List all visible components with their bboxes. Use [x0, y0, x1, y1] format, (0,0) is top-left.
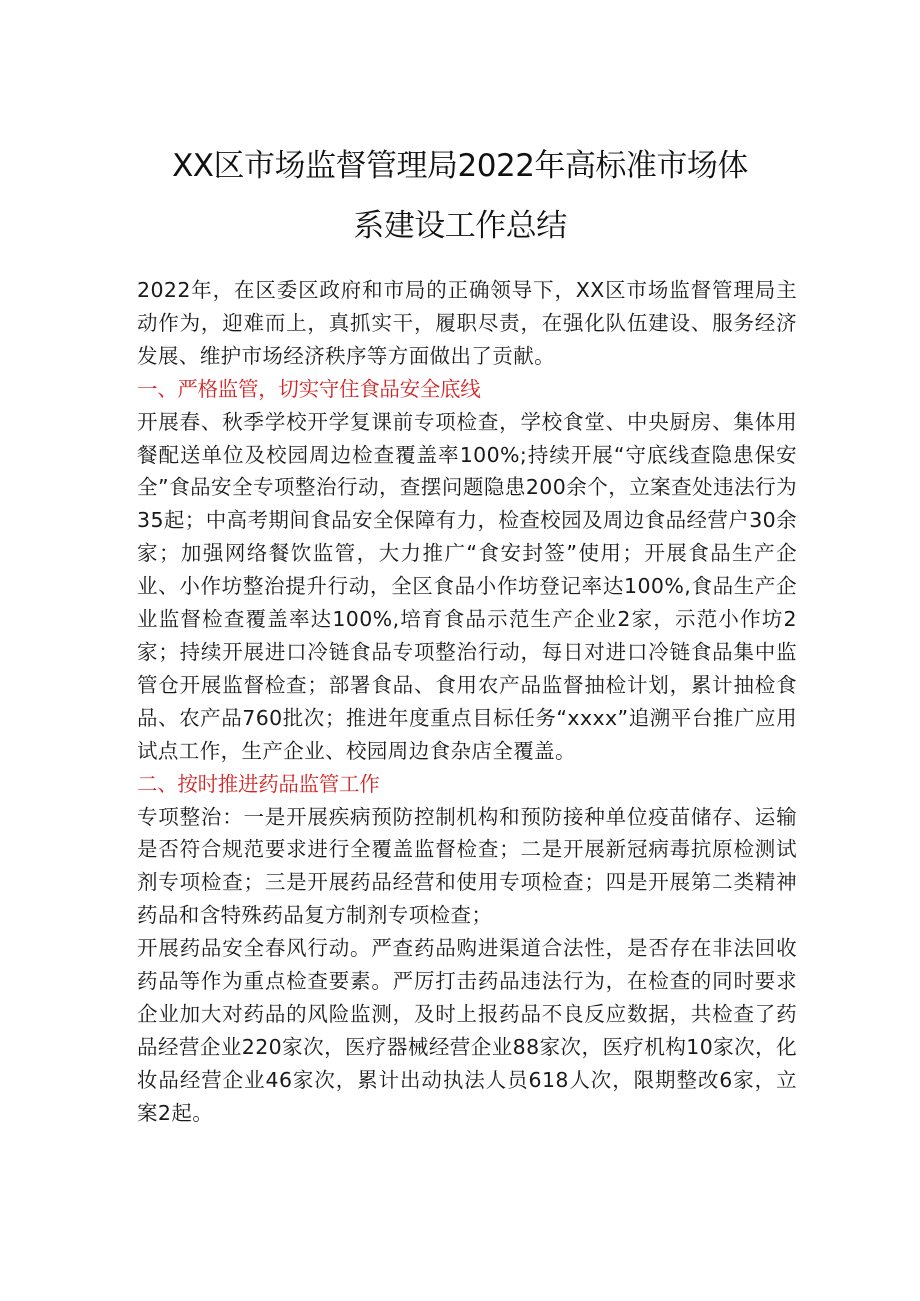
- section-paragraph: 开展药品安全春风行动。严查药品购进渠道合法性，是否存在非法回收药品等作为重点检查要素。严厉打击药品违法行为，在检查的同时要求企业加大对药品的风险监测，及时上报药品不良反应数据，共检查了药品经营企业220家次，医疗器械经营企业88家次，医疗机构10家次，化妆品经营企业46家次，累计出动执法人员618人次，限期整改6家，立案2起。: [137, 936, 797, 1125]
- section-drug-supervision: [137, 768, 797, 1130]
- document-body: [137, 274, 797, 1130]
- section-heading: 二、按时推进药品监管工作: [137, 771, 380, 796]
- intro-paragraph: 2022年，在区委区政府和市局的正确领导下，XX区市场监督管理局主动作为，迎难而上，真抓实干，履职尽责，在强化队伍建设、服务经济发展、维护市场经济秩序等方面做出了贡献。: [137, 278, 797, 368]
- section-paragraph: 开展春、秋季学校开学复课前专项检查，学校食堂、中央厨房、集体用餐配送单位及校园周边检查覆盖率100%;持续开展“守底线查隐患保安全”食品安全专项整治行动，查摆问题隐患200余个，立案查处违法行为35起；中高考期间食品安全保障有力，检查校园及周边食品经营户30余家；加强网络餐饮监管，大力推广“食安封签”使用；开展食品生产企业、小作坊整治提升行动，全区食品小作坊登记率达100%,食品生产企业监督检查覆盖率达100%,培育食品示范生产企业2家，示范小作坊2家；持续开展进口冷链食品专项整治行动，每日对进口冷链食品集中监管仓开展监督检查；部署食品、食用农产品监督抽检计划，累计抽检食品、农产品760批次；推进年度重点目标任务“xxxx”追溯平台推广应用试点工作，生产企业、校园周边食杂店全覆盖。: [137, 409, 797, 763]
- section-food-safety: [137, 373, 797, 768]
- document-title-line-2: 系建设工作总结: [353, 208, 567, 244]
- document-title-line-1: XX区市场监督管理局2022年高标准市场体: [172, 148, 748, 184]
- section-paragraph: 专项整治：一是开展疾病预防控制机构和预防接种单位疫苗储存、运输是否符合规范要求进行全覆盖监督检查；二是开展新冠病毒抗原检测试剂专项检查；三是开展药品经营和使用专项检查；四是开展第二类精神药品和含特殊药品复方制剂专项检查；: [137, 804, 797, 928]
- section-heading: 一、严格监管，切实守住食品安全底线: [137, 376, 481, 401]
